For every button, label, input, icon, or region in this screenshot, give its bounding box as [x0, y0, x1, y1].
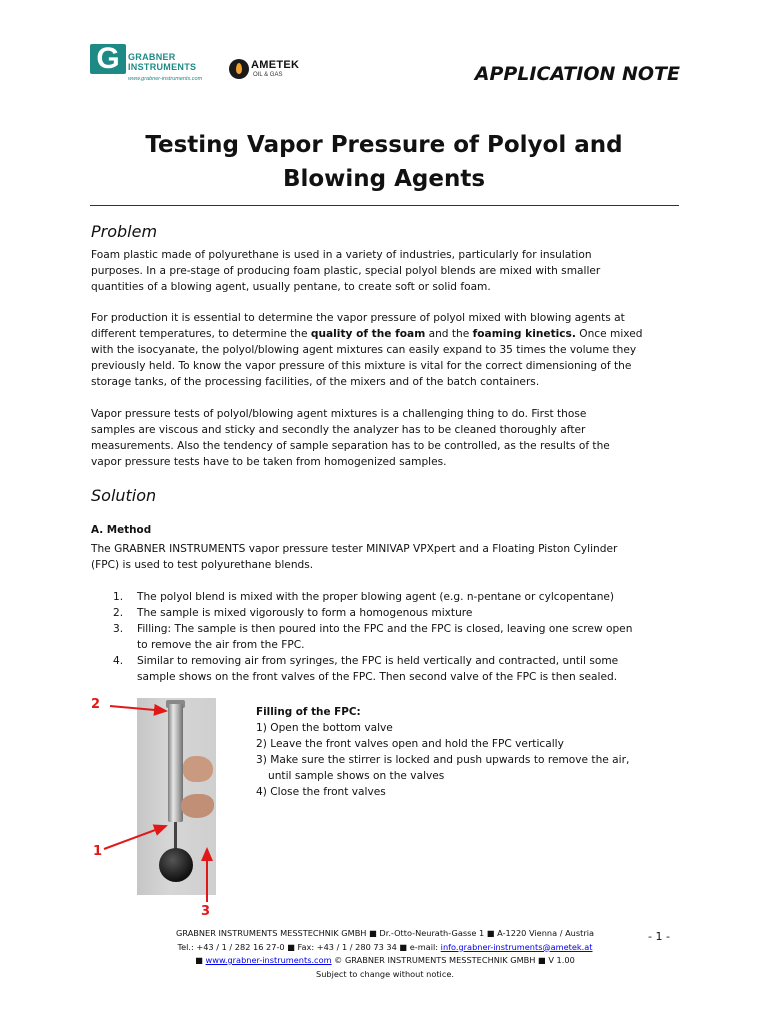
- text-line: (FPC) is used to test polyurethane blends.: [91, 559, 314, 571]
- text-line: quantities of a blowing agent, usually pentane, to create soft or solid foam.: [91, 281, 491, 293]
- application-note-label: APPLICATION NOTE: [474, 63, 680, 85]
- solution-heading: Solution: [91, 486, 157, 505]
- text-line: to remove the air from the FPC.: [137, 639, 305, 651]
- text-line: vapor pressure tests have to be taken from homogenized samples.: [91, 456, 447, 468]
- ametek-logo-sub: OIL & GAS: [253, 72, 283, 78]
- title-line2: Blowing Agents: [282, 166, 486, 192]
- text-line: Vapor pressure tests of polyol/blowing agent mixtures is a challenging thing to do. First those: [91, 408, 587, 420]
- footer-disclaimer: Subject to change without notice.: [316, 968, 454, 979]
- figure-label-3: 3: [201, 904, 211, 919]
- text-line: The GRABNER INSTRUMENTS vapor pressure tester MINIVAP VPXpert and a Floating Piston Cylinder: [91, 543, 618, 555]
- text-line: sample shows on the front valves of the FPC. Then second valve of the FPC is then sealed.: [137, 671, 618, 683]
- filling-heading: Filling of the FPC:: [256, 706, 361, 718]
- list-number: 2.: [113, 607, 124, 619]
- arrow-2: [110, 706, 166, 711]
- grabner-logo-mark: G: [90, 44, 126, 74]
- title-line1: Testing Vapor Pressure of Polyol and: [145, 132, 623, 158]
- text-line: Foam plastic made of polyurethane is used in a variety of industries, particularly for insulation: [91, 249, 592, 261]
- text-line: The sample is mixed vigorously to form a homogenous mixture: [137, 607, 473, 619]
- list-number: 4.: [113, 655, 124, 667]
- list-number: 3.: [113, 623, 124, 635]
- email-link[interactable]: info.grabner-instruments@ametek.at: [440, 941, 593, 952]
- footer-web: [140, 954, 630, 968]
- problem-heading: Problem: [91, 222, 158, 241]
- text-line: For production it is essential to determine the vapor pressure of polyol mixed with blowing agents at: [91, 312, 625, 324]
- text-line: samples are viscous and sticky and secondly the analyzer has to be cleaned thoroughly after: [91, 424, 586, 436]
- text-line: previously held. To know the vapor pressure of this mixture is vital for the correct dimensioning of the: [91, 360, 632, 372]
- text-line: 3) Make sure the stirrer is locked and push upwards to remove the air,: [256, 754, 630, 766]
- bold-phrase-kinetics: foaming kinetics.: [472, 328, 576, 340]
- text-line: with the isocyanate, the polyol/blowing agent mixtures can easily expand to 35 times the volume they: [91, 344, 637, 356]
- method-heading: A. Method: [91, 524, 152, 536]
- footer-phone: Tel.: +43 / 1 / 282 16 27-0 ■ Fax: +43 / 1 / 280 73 34 ■ e-mail:: [177, 941, 441, 952]
- grabner-logo-line1: GRABNER: [128, 52, 176, 62]
- figure-label-1: 1: [93, 844, 103, 859]
- website-link[interactable]: www.grabner-instruments.com: [205, 955, 332, 965]
- text-line: measurements. Also the tendency of sample separation has to be controlled, as the results of the: [91, 440, 610, 452]
- list-number: 1.: [113, 591, 124, 603]
- text-run: ■: [195, 955, 206, 965]
- text-line: Similar to removing air from syringes, the FPC is held vertically and contracted, until some: [137, 655, 619, 667]
- text-line: purposes. In a pre-stage of producing foam plastic, special polyol blends are mixed with smaller: [91, 265, 601, 277]
- filling-instructions: [256, 704, 696, 800]
- footer-contact: [140, 941, 630, 955]
- text-run: Once mixed: [575, 328, 643, 340]
- text-line: until sample shows on the valves: [268, 770, 445, 782]
- footer-copyright: © GRABNER INSTRUMENTS MESSTECHNIK GMBH ■ V 1.00: [331, 955, 575, 965]
- footer: [140, 927, 630, 981]
- grabner-logo-line2: INSTRUMENTS: [128, 62, 197, 72]
- text-line: Filling: The sample is then poured into the FPC and the FPC is closed, leaving one screw open: [137, 623, 633, 635]
- text-line: 4) Close the front valves: [256, 786, 386, 798]
- text-line: 2) Leave the front valves open and hold the FPC vertically: [256, 738, 564, 750]
- text-run: different temperatures, to determine the: [91, 328, 311, 340]
- text-line: storage tanks, of the processing facilities, of the mixers and of the batch containers.: [91, 376, 540, 388]
- footer-address: GRABNER INSTRUMENTS MESSTECHNIK GMBH ■ Dr.-Otto-Neurath-Gasse 1 ■ A-1220 Vienna / Austria: [176, 928, 594, 938]
- arrow-1: [104, 826, 166, 849]
- text-run: and the: [425, 328, 473, 340]
- page-number: - 1 -: [648, 930, 670, 943]
- text-line: 1) Open the bottom valve: [256, 722, 393, 734]
- grabner-logo-url: www.grabner-instruments.com: [128, 76, 203, 82]
- bold-phrase-quality: quality of the foam: [310, 328, 426, 340]
- figure-label-2: 2: [91, 697, 101, 712]
- ametek-logo-name: AMETEK: [251, 59, 300, 71]
- text-line: The polyol blend is mixed with the proper blowing agent (e.g. n-pentane or cylcopentane): [137, 591, 615, 603]
